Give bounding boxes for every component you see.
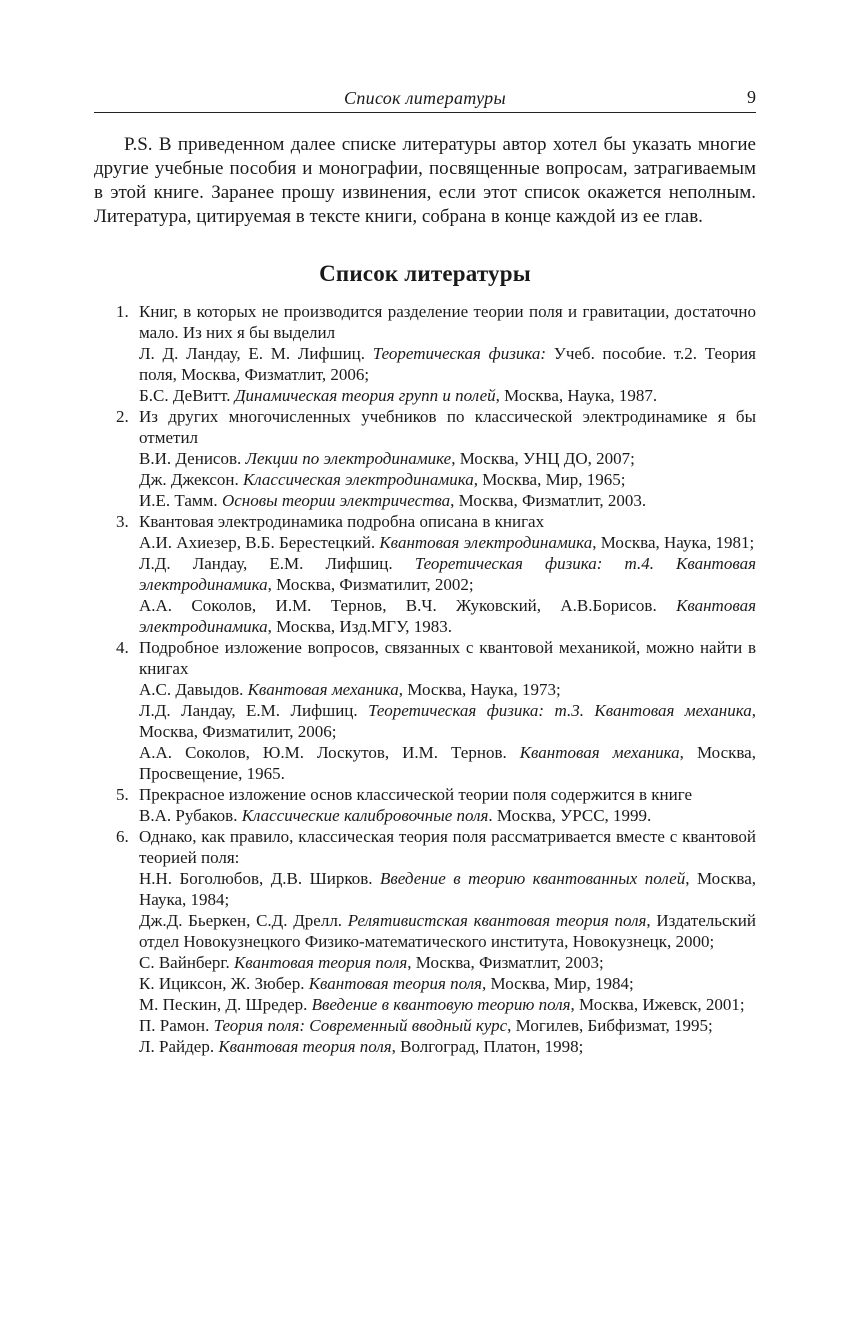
reference-entry <box>139 973 756 994</box>
reference-authors: Б.С. ДеВитт. <box>139 386 235 405</box>
running-header <box>94 86 756 113</box>
reference-publisher: , Москва, Наука, 1981; <box>592 533 755 552</box>
reference-intro: Однако, как правило, классическая теория поля рассматривается вместе с квантовой теорией поля: <box>139 827 756 867</box>
reference-title: Квантовая теория поля <box>218 1037 392 1056</box>
reference-entry <box>139 868 756 910</box>
reference-publisher: , Москва, Наука, 1984; <box>139 869 756 909</box>
reference-title: Введение в квантовую теорию поля <box>311 995 571 1014</box>
ps-paragraph: P.S. В приведенном далее списке литературы автор хотел бы указать многие другие учебные пособия и монографии, посвященные вопросам, затрагиваемым в этой книге. Заранее прошу извинения, если этот список окажется неполным. Литература, цитируемая в тексте книги, собрана в конце каждой из ее глав. <box>94 134 756 227</box>
reference-publisher: , Москва, Изд.МГУ, 1983. <box>267 617 452 636</box>
reference-group <box>94 784 756 826</box>
reference-authors: Л. Д. Ландау, Е. М. Лифшиц. <box>139 344 373 363</box>
reference-title: Квантовая механика <box>247 680 399 699</box>
reference-intro: Подробное изложение вопросов, связанных с квантовой механикой, можно найти в книгах <box>139 638 756 678</box>
reference-entry <box>139 448 756 469</box>
reference-entry <box>139 490 756 511</box>
reference-authors: А.И. Ахиезер, В.Б. Берестецкий. <box>139 533 380 552</box>
reference-entry <box>139 532 756 553</box>
running-title: Список литературы <box>344 88 506 108</box>
reference-authors: Дж.Д. Бьеркен, С.Д. Дрелл. <box>139 911 348 930</box>
book-page <box>94 86 756 1057</box>
reference-authors: В.И. Денисов. <box>139 449 246 468</box>
reference-entry <box>139 700 756 742</box>
page-number: 9 <box>747 87 756 107</box>
reference-entry <box>139 595 756 637</box>
reference-title: Квантовая электродинамика <box>379 533 593 552</box>
reference-publisher: , Издательский отдел Новокузнецкого Физико-математического института, Новокузнецк, 2000; <box>139 911 756 951</box>
reference-authors: А.С. Давыдов. <box>139 680 248 699</box>
reference-authors: П. Рамон. <box>139 1016 214 1035</box>
reference-entry <box>139 1036 756 1057</box>
reference-authors: Н.Н. Боголюбов, Д.В. Ширков. <box>139 869 381 888</box>
reference-authors: Л. Райдер. <box>139 1037 219 1056</box>
reference-publisher: . Москва, УРСС, 1999. <box>488 806 652 825</box>
reference-publisher: , Москва, УНЦ ДО, 2007; <box>451 449 635 468</box>
reference-title: Лекции по электродинамике <box>245 449 452 468</box>
reference-title: Квантовая механика <box>519 743 680 762</box>
reference-entry <box>139 994 756 1015</box>
reference-group <box>94 406 756 511</box>
reference-entry <box>139 1015 756 1036</box>
reference-number: 6. <box>116 827 129 846</box>
reference-intro: Книг, в которых не производится разделение теории поля и гравитации, достаточно мало. Из них я бы выделил <box>139 302 756 342</box>
reference-authors: А.А. Соколов, И.М. Тернов, В.Ч. Жуковский, А.В.Борисов. <box>139 596 677 615</box>
reference-authors: Дж. Джексон. <box>139 470 243 489</box>
reference-number: 2. <box>116 407 129 426</box>
reference-publisher: , Могилев, Бибфизмат, 1995; <box>507 1016 713 1035</box>
reference-title: Теоретическая физика: т.3. Квантовая механика <box>368 701 752 720</box>
reference-entry <box>139 553 756 595</box>
reference-title: Классическая электродинамика <box>242 470 474 489</box>
section-title: Список литературы <box>319 261 531 286</box>
reference-entry <box>139 910 756 952</box>
reference-title: Теоретическая физика: т.4. Квантовая электродинамика <box>139 554 756 594</box>
reference-authors: Л.Д. Ландау, Е.М. Лифшиц. <box>139 701 369 720</box>
reference-authors: К. Ициксон, Ж. Зюбер. <box>139 974 309 993</box>
reference-title: Теория поля: Современный вводный курс <box>213 1016 508 1035</box>
reference-intro: Из других многочисленных учебников по классической электродинамике я бы отметил <box>139 407 756 447</box>
reference-publisher: , Москва, Мир, 1965; <box>473 470 626 489</box>
reference-title: Квантовая теория поля <box>308 974 483 993</box>
reference-authors: И.Е. Тамм. <box>139 491 222 510</box>
reference-title: Введение в теорию квантованных полей <box>380 869 686 888</box>
reference-intro: Квантовая электродинамика подробна описана в книгах <box>139 512 545 531</box>
reference-authors: М. Пескин, Д. Шредер. <box>139 995 312 1014</box>
reference-number: 4. <box>116 638 129 657</box>
reference-authors: Л.Д. Ландау, Е.М. Лифшиц. <box>139 554 415 573</box>
reference-group <box>94 637 756 784</box>
reference-entry <box>139 343 756 385</box>
reference-publisher: , Москва, Просвещение, 1965. <box>139 743 756 783</box>
reference-title: Квантовая электродинамика <box>139 596 756 636</box>
reference-number: 1. <box>116 302 129 321</box>
reference-entry <box>139 952 756 973</box>
reference-publisher: , Москва, Физматилит, 2002; <box>267 575 474 594</box>
reference-publisher: Учеб. пособие. т.2. Теория поля, Москва, Физматлит, 2006; <box>139 344 756 384</box>
reference-publisher: , Москва, Наука, 1973; <box>398 680 561 699</box>
reference-group <box>94 826 756 1057</box>
reference-number: 5. <box>116 785 129 804</box>
reference-publisher: , Москва, Физматлит, 2003; <box>407 953 604 972</box>
reference-authors: А.А. Соколов, Ю.М. Лоскутов, И.М. Тернов. <box>139 743 520 762</box>
reference-publisher: , Волгоград, Платон, 1998; <box>391 1037 584 1056</box>
reference-publisher: , Москва, Мир, 1984; <box>482 974 634 993</box>
reference-entry <box>139 679 756 700</box>
reference-entry <box>139 385 756 406</box>
reference-title: Квантовая теория поля <box>233 953 408 972</box>
reference-title: Классические калибровочные поля <box>241 806 489 825</box>
reference-title: Основы теории электричества <box>221 491 451 510</box>
reference-intro: Прекрасное изложение основ классической теории поля содержится в книге <box>139 785 693 804</box>
reference-authors: С. Вайнберг. <box>139 953 234 972</box>
reference-publisher: , Москва, Наука, 1987. <box>495 386 658 405</box>
reference-title: Теоретическая физика: <box>372 344 547 363</box>
reference-publisher: , Москва, Физматлит, 2003. <box>450 491 647 510</box>
reference-title: Релятивистская квантовая теория поля <box>347 911 647 930</box>
reference-publisher: , Москва, Физматилит, 2006; <box>139 701 756 741</box>
reference-publisher: , Москва, Ижевск, 2001; <box>570 995 745 1014</box>
reference-title: Динамическая теория групп и полей <box>234 386 496 405</box>
reference-list <box>94 301 756 1057</box>
reference-group <box>94 301 756 406</box>
reference-entry <box>139 805 756 826</box>
reference-entry <box>139 742 756 784</box>
reference-group <box>94 511 756 637</box>
reference-entry <box>139 469 756 490</box>
reference-authors: В.А. Рубаков. <box>139 806 242 825</box>
reference-number: 3. <box>116 512 129 531</box>
